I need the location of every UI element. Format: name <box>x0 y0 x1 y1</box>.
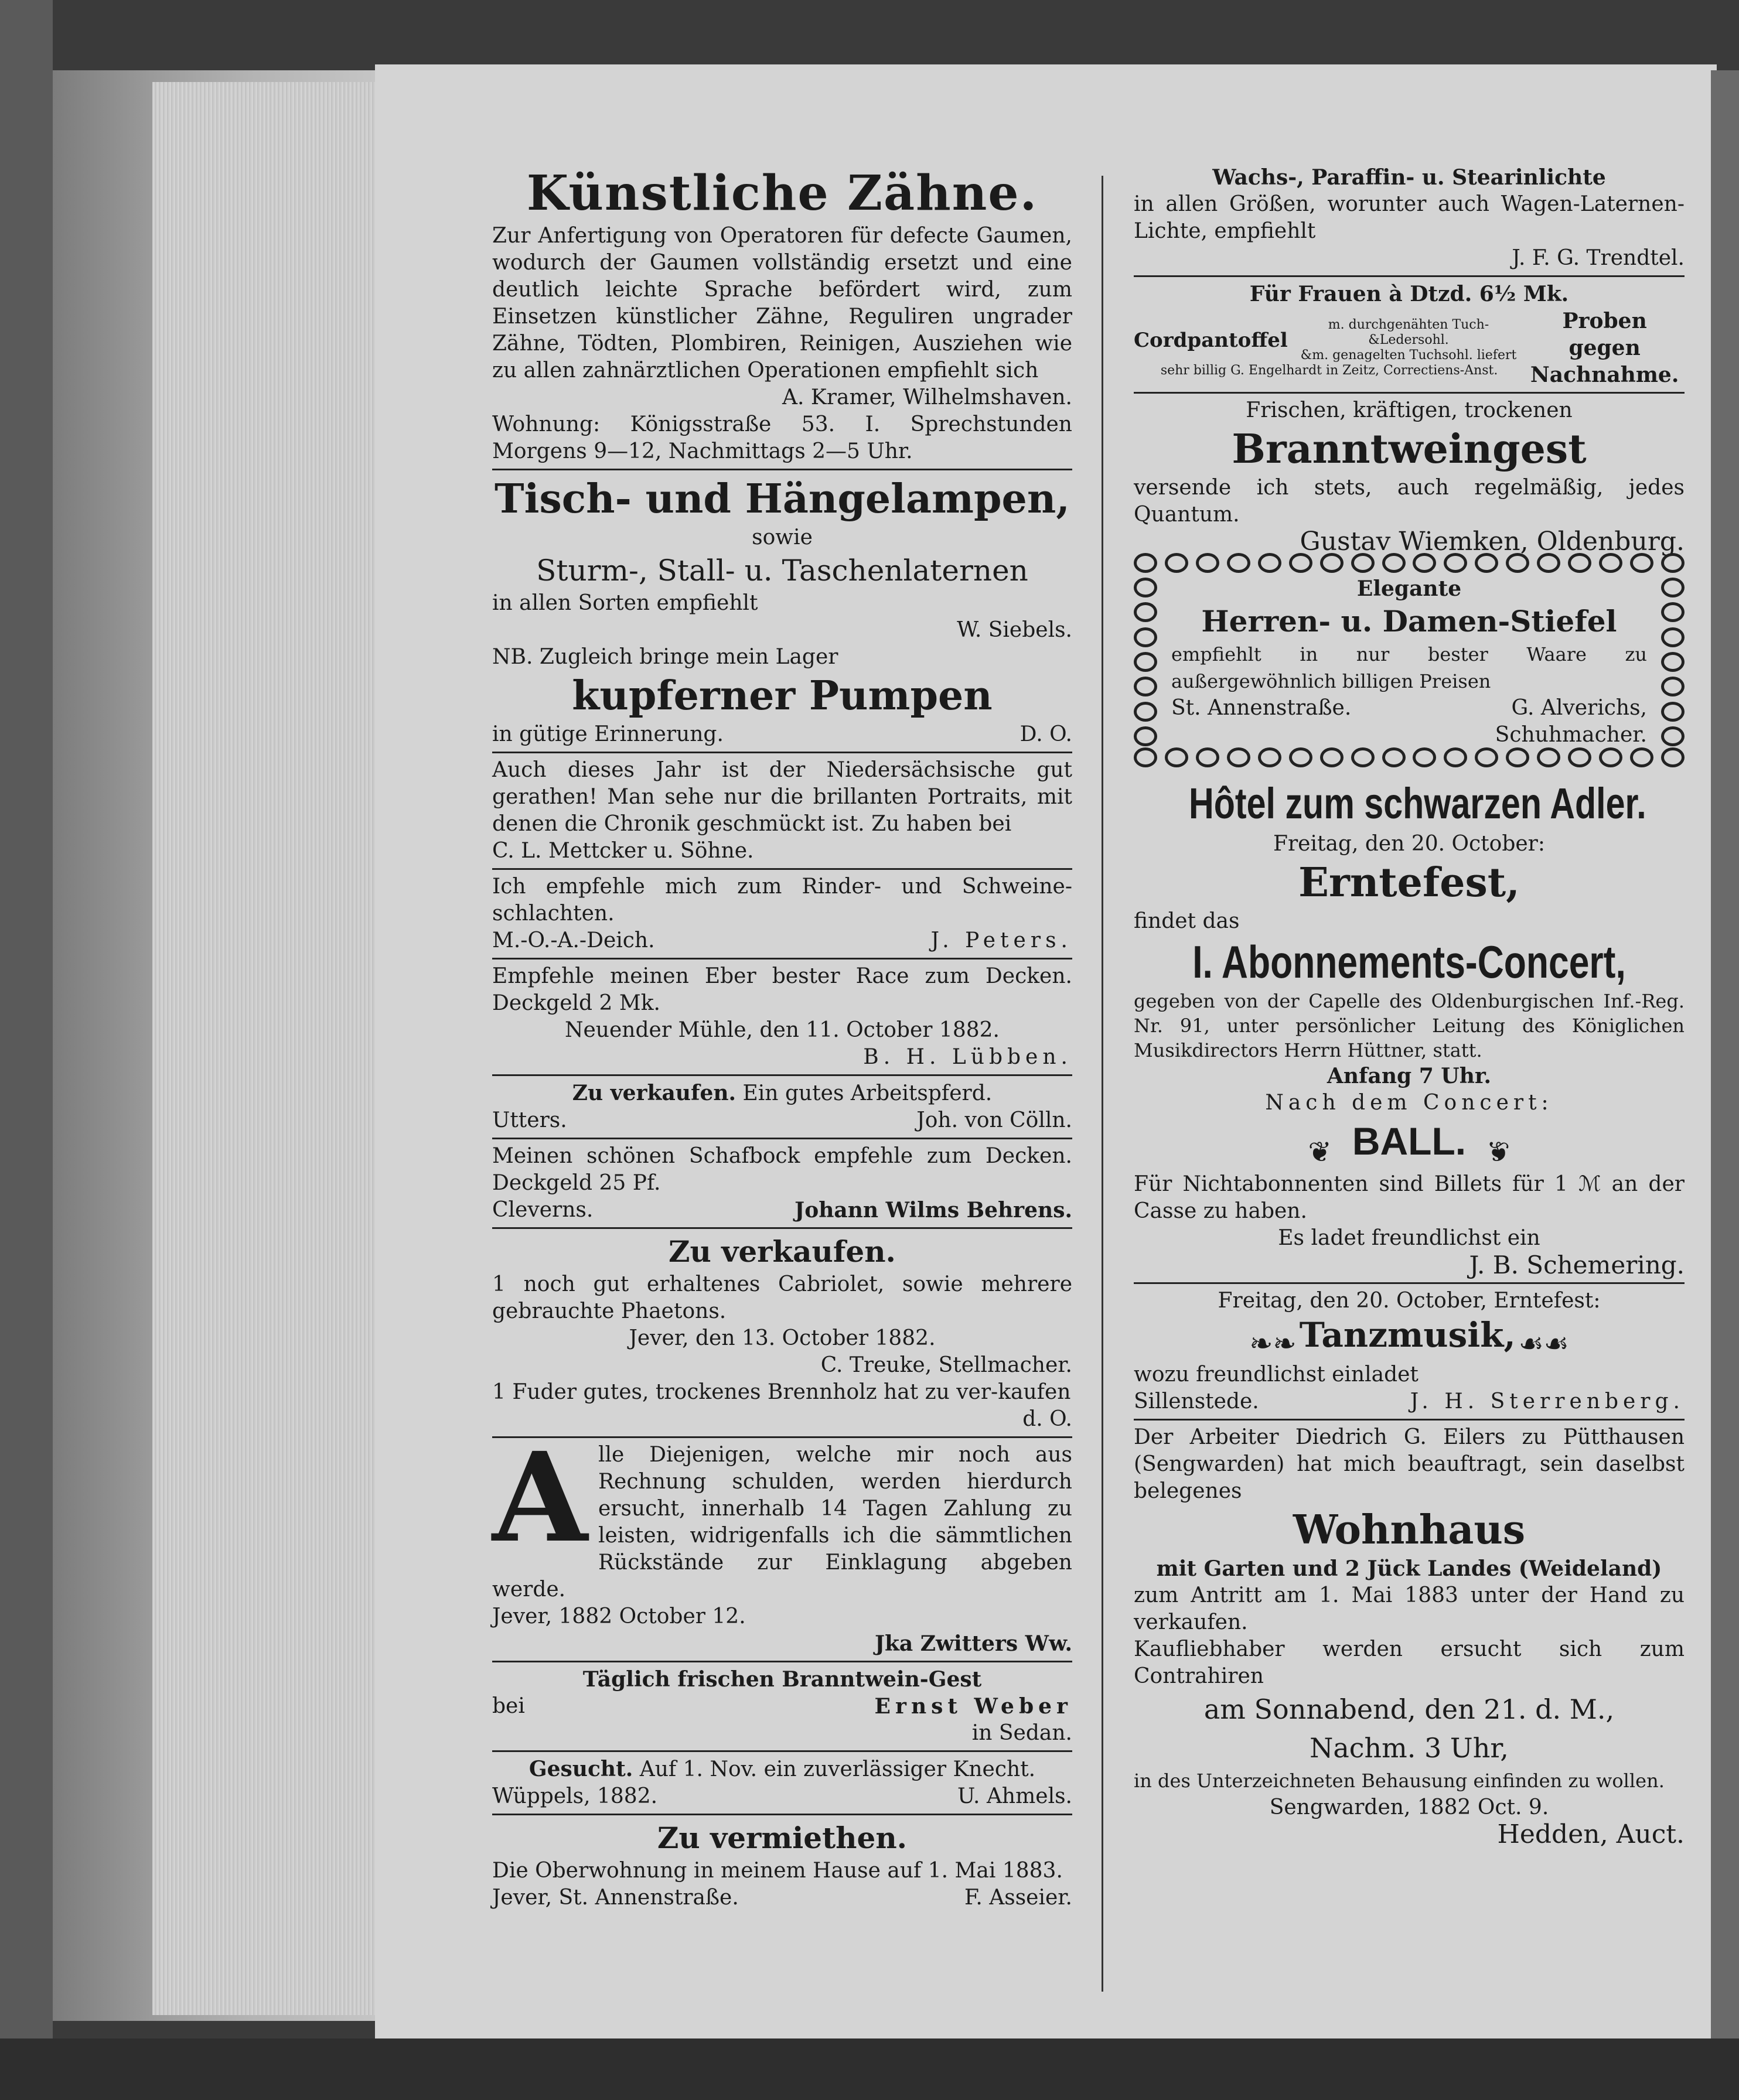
rule <box>1134 392 1685 394</box>
ad-date: Jever, 1882 October 12. <box>492 1604 746 1628</box>
chain-link <box>1134 652 1157 672</box>
ad-schulden <box>492 1425 1072 1657</box>
chain-link <box>1165 553 1188 573</box>
ad-cabriolet <box>492 1232 1072 1379</box>
chain-link <box>1196 747 1219 767</box>
ad-body: Auch dieses Jahr ist der Niedersächsische gut gerathen! Man sehe nur die brillanten Portraits, mit denen die Chronik geschmückt ist. Zu haben bei <box>492 758 1072 836</box>
chain-link <box>1134 553 1157 573</box>
ad-title: Wachs-, Paraffin- u. Stearinlichte <box>1212 165 1606 190</box>
ad-footer <box>492 1693 1072 1720</box>
rule <box>492 868 1072 870</box>
ad-title: Branntweingest <box>1232 426 1587 473</box>
ad-kuenstliche-zaehne <box>492 164 1072 465</box>
ad-footer <box>1171 695 1647 722</box>
gutter-shadow <box>1711 70 1739 2038</box>
ad-line: in allen Sorten empfiehlt <box>492 591 758 615</box>
chain-link <box>1630 553 1653 573</box>
ad-cordpantoffel <box>1134 281 1685 388</box>
ad-right: Nachnahme. <box>1530 363 1679 387</box>
ad-wohnhaus <box>1134 1424 1685 1848</box>
ad-line: wozu freundlichst einladet <box>1134 1363 1419 1387</box>
ad-small: m. durchgenähten Tuch-&Ledersohl. <box>1328 317 1489 347</box>
ad-place: Wüppels, 1882. <box>492 1784 658 1808</box>
ad-signer: Hedden, Auct. <box>1497 1819 1685 1849</box>
ad-place: Sillenstede. <box>1134 1389 1259 1413</box>
chain-link <box>1134 602 1157 622</box>
chain-link <box>1475 553 1498 573</box>
flourish-ornament-right: ❦ <box>1486 1135 1510 1169</box>
rule <box>492 1138 1072 1139</box>
ad-line: sowie <box>752 525 813 549</box>
right-column <box>1134 164 1685 1848</box>
chain-link <box>1134 578 1157 597</box>
flourish-ornament-left: ❦ <box>1308 1135 1332 1169</box>
ad-body: Zur Anfertigung von Operatoren für defecte Gaumen, wodurch der Gaumen vollständig ersetzt und eine deutlich leichte Sprache befördert wird, zum Einsetzen künstlicher Zähne, Reguliren ungrader Zähne, Tödten, Plombiren, Reinigen, Ausziehen wie zu allen zahnärztlichen Operationen empfiehlt sich <box>492 224 1072 383</box>
ad-title: Zu verkaufen. <box>669 1234 896 1269</box>
ad-signer: A. Kramer, Wilhelmshaven. <box>782 385 1072 409</box>
chain-link <box>1320 553 1344 573</box>
ad-chronik <box>492 757 1072 865</box>
ad-eber <box>492 963 1072 1071</box>
ad-footer <box>492 1884 1072 1911</box>
page-edges <box>152 82 387 2015</box>
ad-footer <box>492 721 1072 748</box>
ad-title: Herren- u. Damen-Stiefel <box>1201 604 1617 638</box>
ad-title: Künstliche Zähne. <box>526 165 1038 221</box>
chain-link <box>1630 747 1653 767</box>
ad-signer: D. O. <box>1019 722 1072 746</box>
ad-footer <box>492 1197 1072 1224</box>
chain-link <box>1661 602 1685 622</box>
ad-date: am Sonnabend, den 21. d. M., <box>1203 1693 1615 1725</box>
ad-title: Tisch- und Hängelampen, <box>495 476 1070 523</box>
chain-link <box>1506 747 1529 767</box>
ad-left: bei <box>492 1694 525 1718</box>
ad-adler <box>1134 777 1685 1279</box>
ad-date: Neuender Mühle, den 11. October 1882. <box>565 1018 1000 1042</box>
ad-anfang: Anfang 7 Uhr. <box>1327 1064 1492 1088</box>
ad-body: 1 noch gut erhaltenes Cabriolet, sowie mehrere gebrauchte Phaetons. <box>492 1272 1072 1323</box>
ad-nb: NB. Zugleich bringe mein Lager <box>492 645 838 669</box>
rule <box>492 1074 1072 1076</box>
ad-body: Der Arbeiter Diedrich G. Eilers zu Pütthausen (Sengwarden) hat mich beauftragt, sein daselbst belegenes <box>1134 1425 1685 1503</box>
ad-concert: I. Abonnements-Concert, <box>1192 936 1626 988</box>
ad-lead: Gesucht. <box>528 1757 633 1781</box>
ad-signer: J. H. Sterrenberg. <box>1410 1389 1685 1413</box>
ad-footer-left: in gütige Erinnerung. <box>492 722 724 746</box>
ad-signer: F. Asseier. <box>964 1886 1072 1910</box>
ad-lampen <box>492 474 1072 748</box>
ad-signer: G. Alverichs, <box>1511 696 1647 720</box>
ad-pferd <box>492 1080 1072 1134</box>
ad-knecht <box>492 1756 1072 1810</box>
ad-address: Wohnung: Königsstraße 53. I. Sprechstunden Morgens 9—12, Nachmittags 2—5 Uhr. <box>492 412 1072 463</box>
ad-footer <box>492 1107 1072 1134</box>
ad-ladet: Es ladet freundlichst ein <box>1278 1225 1540 1250</box>
ad-body: zum Antritt am 1. Mai 1883 unter der Hand zu verkaufen. <box>1134 1583 1685 1634</box>
ad-body: gegeben von der Capelle des Oldenburgischen Inf.-Reg. Nr. 91, unter persönlicher Leitung des Königlichen Musikdirectors Herrn Hüttner, statt. <box>1134 990 1685 1061</box>
ad-branntweingest <box>1134 397 1685 555</box>
scroll-ornament-right: ☙☙ <box>1518 1327 1569 1360</box>
ad-small: sehr billig G. Engelhardt in Zeitz, Correctiens-Anst. <box>1160 363 1498 378</box>
ad-body: in des Unterzeichneten Behausung einfinden zu wollen. <box>1134 1770 1665 1792</box>
chain-link <box>1382 553 1406 573</box>
scroll-ornament-left: ❧❧ <box>1249 1327 1297 1360</box>
chain-link <box>1134 726 1157 746</box>
ad-findet: findet das <box>1134 909 1240 933</box>
ad-footer <box>1134 1388 1685 1415</box>
chain-link <box>1568 747 1591 767</box>
ad-line: Frischen, kräftigen, trockenen <box>1246 398 1573 422</box>
ad-text: Ein gutes Arbeitspferd. <box>742 1081 993 1105</box>
ad-signer: W. Siebels. <box>957 618 1072 642</box>
chain-link <box>1165 747 1188 767</box>
chain-link <box>1289 747 1312 767</box>
chain-border <box>1134 553 1685 576</box>
ad-lichte <box>1134 164 1685 272</box>
ad-place: in Sedan. <box>971 1721 1072 1745</box>
chain-link <box>1661 553 1685 573</box>
ad-body: 1 Fuder gutes, trockenes Brennholz hat zu ver-kaufen <box>492 1380 1071 1404</box>
chain-link <box>1568 553 1591 573</box>
chain-link <box>1661 747 1685 767</box>
ad-vermiethen <box>492 1819 1072 1911</box>
rule <box>1134 1282 1685 1284</box>
ad-title: Zu vermiethen. <box>657 1821 908 1855</box>
left-column <box>492 164 1072 1911</box>
ad-signer: B. H. Lübben. <box>863 1045 1072 1069</box>
scanner-background <box>0 0 53 2100</box>
ad-cord-row <box>1134 308 1685 388</box>
rule <box>1134 275 1685 277</box>
ad-title: Täglich frischen Branntwein-Gest <box>582 1667 982 1692</box>
ad-signer: J. F. G. Trendtel. <box>1512 246 1685 270</box>
ad-body: empfiehlt in nur bester Waare zu außergewöhnlich billigen Preisen <box>1171 643 1647 692</box>
ad-place: Jever, St. Annenstraße. <box>492 1886 739 1910</box>
ad-lead: Zu verkaufen. <box>572 1081 736 1105</box>
ad-body: versende ich stets, auch regelmäßig, jedes Quantum. <box>1134 476 1685 527</box>
rule <box>492 752 1072 753</box>
rule <box>492 958 1072 959</box>
ad-date: Freitag, den 20. October, Erntefest: <box>1218 1288 1601 1313</box>
chain-link <box>1258 553 1281 573</box>
ad-place: Sengwarden, 1882 Oct. 9. <box>1269 1795 1549 1819</box>
chain-link <box>1537 747 1560 767</box>
ad-signer: Joh. von Cölln. <box>916 1108 1072 1132</box>
chain-link <box>1475 747 1498 767</box>
ad-footer <box>492 927 1072 954</box>
ad-nach: Nach dem Concert: <box>1265 1091 1553 1115</box>
ad-body: Kaufliebhaber werden ersucht sich zum Contrahiren <box>1134 1637 1685 1688</box>
chain-link <box>1661 726 1685 746</box>
ad-signer: U. Ahmels. <box>957 1784 1072 1808</box>
column-divider <box>1102 176 1103 1992</box>
chain-link <box>1661 702 1685 722</box>
ad-title: Wohnhaus <box>1293 1507 1526 1553</box>
ad-signer: C. Treuke, Stellmacher. <box>820 1353 1072 1377</box>
ad-word: Cordpantoffel <box>1134 329 1288 352</box>
ad-footer <box>492 1783 1072 1810</box>
chain-link <box>1351 747 1375 767</box>
scanner-bottom <box>0 2038 1739 2100</box>
chain-link <box>1320 747 1344 767</box>
ad-place: Utters. <box>492 1108 567 1132</box>
chain-link <box>1289 553 1312 573</box>
ad-stiefel <box>1134 560 1685 764</box>
ad-text: Auf 1. Nov. ein zuverlässiger Knecht. <box>639 1757 1036 1781</box>
ad-signer: C. L. Mettcker u. Söhne. <box>492 839 754 863</box>
ad-small: &m. genagelten Tuchsohl. liefert <box>1300 348 1517 363</box>
chain-border <box>1134 747 1685 771</box>
ad-title: Hôtel zum schwarzen Adler. <box>1189 779 1646 828</box>
ad-place: M.-O.-A.-Deich. <box>492 928 655 952</box>
ad-time: Nachm. 3 Uhr, <box>1310 1732 1509 1764</box>
chain-link <box>1258 747 1281 767</box>
drop-cap: A <box>492 1425 588 1570</box>
ad-signer: Jka Zwitters Ww. <box>874 1631 1072 1656</box>
rule <box>492 1661 1072 1662</box>
ad-branntwein-weber <box>492 1666 1072 1747</box>
ad-title: Für Frauen à Dtzd. 6½ Mk. <box>1249 282 1569 306</box>
chain-link <box>1413 747 1436 767</box>
chain-link <box>1537 553 1560 573</box>
chain-border <box>1661 578 1685 746</box>
rule <box>492 1227 1072 1229</box>
ad-tanzmusik <box>1134 1288 1685 1416</box>
rule <box>1134 1419 1685 1421</box>
ad-signer: Johann Wilms Behrens. <box>795 1198 1072 1223</box>
chain-link <box>1382 747 1406 767</box>
ad-body: Ich empfehle mich zum Rinder- und Schweine-schlachten. <box>492 875 1072 926</box>
chain-border <box>1134 578 1157 746</box>
chain-link <box>1351 553 1375 573</box>
ad-signer: J. Peters. <box>930 928 1072 952</box>
chain-link <box>1661 677 1685 696</box>
chain-link <box>1134 747 1157 767</box>
ad-signer: J. B. Schemering. <box>1469 1250 1685 1279</box>
ad-signer: Ernst Weber <box>874 1694 1072 1719</box>
chain-link <box>1196 553 1219 573</box>
chain-link <box>1444 747 1467 767</box>
ad-place: St. Annenstraße. <box>1171 696 1352 720</box>
chain-link <box>1227 553 1250 573</box>
ad-body: lle Diejenigen, welche mir noch aus Rechnung schulden, werden hierdurch ersucht, innerhalb 14 Tagen Zahlung zu leisten, widrigenfalls ich die sämmtlichen Rückstände zur Einklagung abgeben werde. <box>492 1443 1072 1602</box>
ad-pumpen: kupferner Pumpen <box>572 672 993 719</box>
ad-schlachten <box>492 873 1072 954</box>
rule <box>492 469 1072 470</box>
ad-body: Empfehle meinen Eber bester Race zum Decken. Deckgeld 2 Mk. <box>492 964 1072 1015</box>
rule <box>492 1750 1072 1752</box>
ad-fest: Erntefest, <box>1298 859 1520 906</box>
chain-link <box>1134 677 1157 696</box>
ad-billets: Für Nichtabonnenten sind Billets für 1 ℳ an der Casse zu haben. <box>1134 1172 1685 1223</box>
chain-link <box>1413 553 1436 573</box>
chain-link <box>1661 652 1685 672</box>
chain-link <box>1661 578 1685 597</box>
ad-schafbock <box>492 1143 1072 1224</box>
ad-date: Freitag, den 20. October: <box>1273 832 1546 856</box>
ad-place: Cleverns. <box>492 1198 594 1222</box>
ad-body: Die Oberwohnung in meinem Hause auf 1. Mai 1883. <box>492 1859 1063 1883</box>
ad-body: in allen Größen, worunter auch Wagen-Laternen-Lichte, empfiehlt <box>1134 192 1685 243</box>
chain-link <box>1661 627 1685 647</box>
ad-body: Meinen schönen Schafbock empfehle zum Decken. Deckgeld 25 Pf. <box>492 1144 1072 1195</box>
ad-signer: d. O. <box>1022 1407 1072 1431</box>
chain-link <box>1506 553 1529 573</box>
chain-link <box>1599 747 1622 767</box>
chain-link <box>1134 627 1157 647</box>
ad-date: Jever, den 13. October 1882. <box>629 1326 936 1350</box>
ad-ball: BALL. <box>1352 1119 1467 1163</box>
chain-link <box>1599 553 1622 573</box>
ad-line: Elegante <box>1356 576 1462 601</box>
chain-link <box>1227 747 1250 767</box>
ad-right: Proben gegen <box>1562 309 1647 360</box>
ad-sub: mit Garten und 2 Jück Landes (Weideland) <box>1156 1556 1662 1581</box>
chain-link <box>1134 702 1157 722</box>
ad-line: Sturm-, Stall- u. Taschenlaternen <box>536 554 1028 588</box>
ad-signer: Gustav Wiemken, Oldenburg. <box>1300 527 1685 556</box>
ad-trade: Schuhmacher. <box>1495 723 1647 747</box>
rule <box>492 1814 1072 1815</box>
ad-title: Tanzmusik, <box>1299 1314 1516 1355</box>
chain-link <box>1444 553 1467 573</box>
